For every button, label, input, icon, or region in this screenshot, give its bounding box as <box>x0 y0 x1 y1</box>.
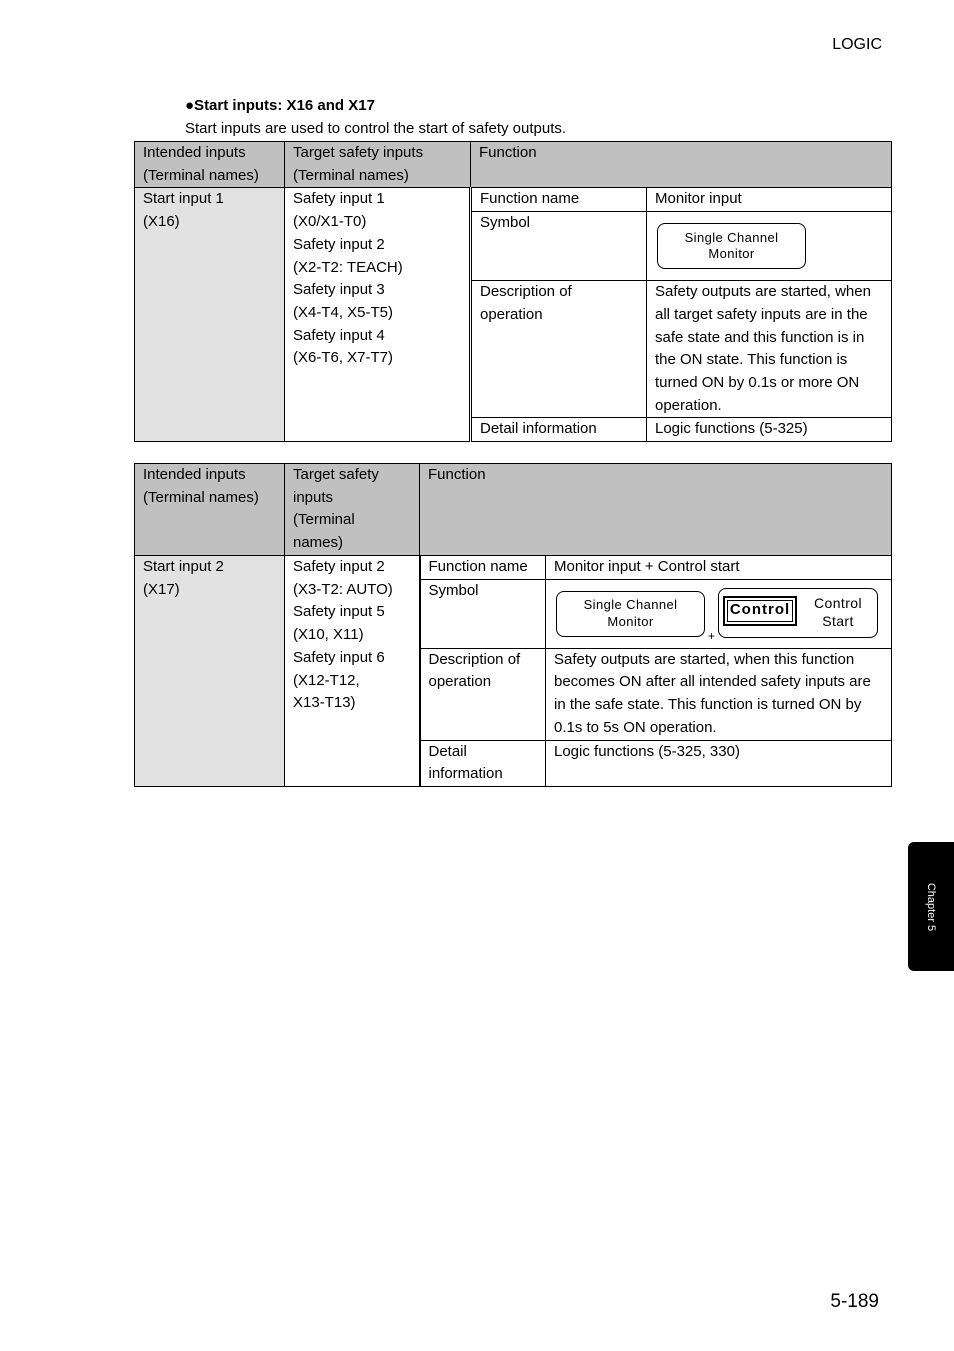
chapter-tab[interactable] <box>908 842 954 971</box>
function-name-value: Monitor input + Control start <box>546 556 892 580</box>
description-value: Safety outputs are started, when this function becomes ON after all intended safety inputs are in the safe state. This function is turned ON by 0.1s to 5s ON operation. <box>546 648 892 740</box>
detail-label: Detail information <box>471 418 647 442</box>
header-target-safety-inputs: Target safety inputs (Terminal names) <box>285 464 420 556</box>
page-number: 5-189 <box>830 1291 879 1312</box>
plus-sign: + <box>708 628 716 643</box>
detail-value: Logic functions (5-325, 330) <box>546 740 892 786</box>
section-title: ●Start inputs: X16 and X17 <box>185 97 375 114</box>
intended-input-cell: Start input 2 (X17) <box>135 556 285 787</box>
single-channel-monitor-symbol: Single Channel Monitor <box>556 591 705 637</box>
control-start-label: Control Start <box>814 595 862 629</box>
chapter-tab-label: Chapter 5 <box>925 882 937 931</box>
description-value: Safety outputs are started, when all target safety inputs are in the safe state and this function is in the ON state. This function is turned ON by 0.1s or more ON operation. <box>647 281 892 418</box>
header-function: Function <box>420 464 892 556</box>
target-inputs-cell: Safety input 1 (X0/X1-T0) Safety input 2 (X2-T2: TEACH) Safety input 3 (X4-T4, X5-T5) Safety input 4 (X6-T6, X7-T7) <box>285 188 471 442</box>
symbol-label: Symbol <box>471 212 647 281</box>
intended-input-cell: Start input 1 (X16) <box>135 188 285 442</box>
single-channel-monitor-symbol: Single Channel Monitor <box>657 223 806 269</box>
running-header: LOGIC <box>832 36 882 53</box>
header-intended-inputs: Intended inputs (Terminal names) <box>135 142 285 188</box>
symbol-label: Symbol <box>420 579 546 648</box>
description-label: Description of operation <box>420 648 546 740</box>
start-input-1-table <box>134 141 892 442</box>
description-label: Description of operation <box>471 281 647 418</box>
function-name-label: Function name <box>420 556 546 580</box>
symbol-cell <box>546 579 892 648</box>
start-input-2-table <box>134 463 892 787</box>
header-intended-inputs: Intended inputs (Terminal names) <box>135 464 285 556</box>
symbol-cell <box>647 212 892 281</box>
control-start-symbol <box>718 588 878 638</box>
section-intro: Start inputs are used to control the start of safety outputs. <box>185 120 567 137</box>
header-function: Function <box>471 142 892 188</box>
detail-value: Logic functions (5-325) <box>647 418 892 442</box>
control-tag: Control <box>723 596 797 626</box>
target-inputs-cell: Safety input 2 (X3-T2: AUTO) Safety input 5 (X10, X11) Safety input 6 (X12-T12, X13-T13) <box>285 556 420 787</box>
header-target-safety-inputs: Target safety inputs (Terminal names) <box>285 142 471 188</box>
function-name-value: Monitor input <box>647 188 892 212</box>
function-name-label: Function name <box>471 188 647 212</box>
detail-label: Detail information <box>420 740 546 786</box>
